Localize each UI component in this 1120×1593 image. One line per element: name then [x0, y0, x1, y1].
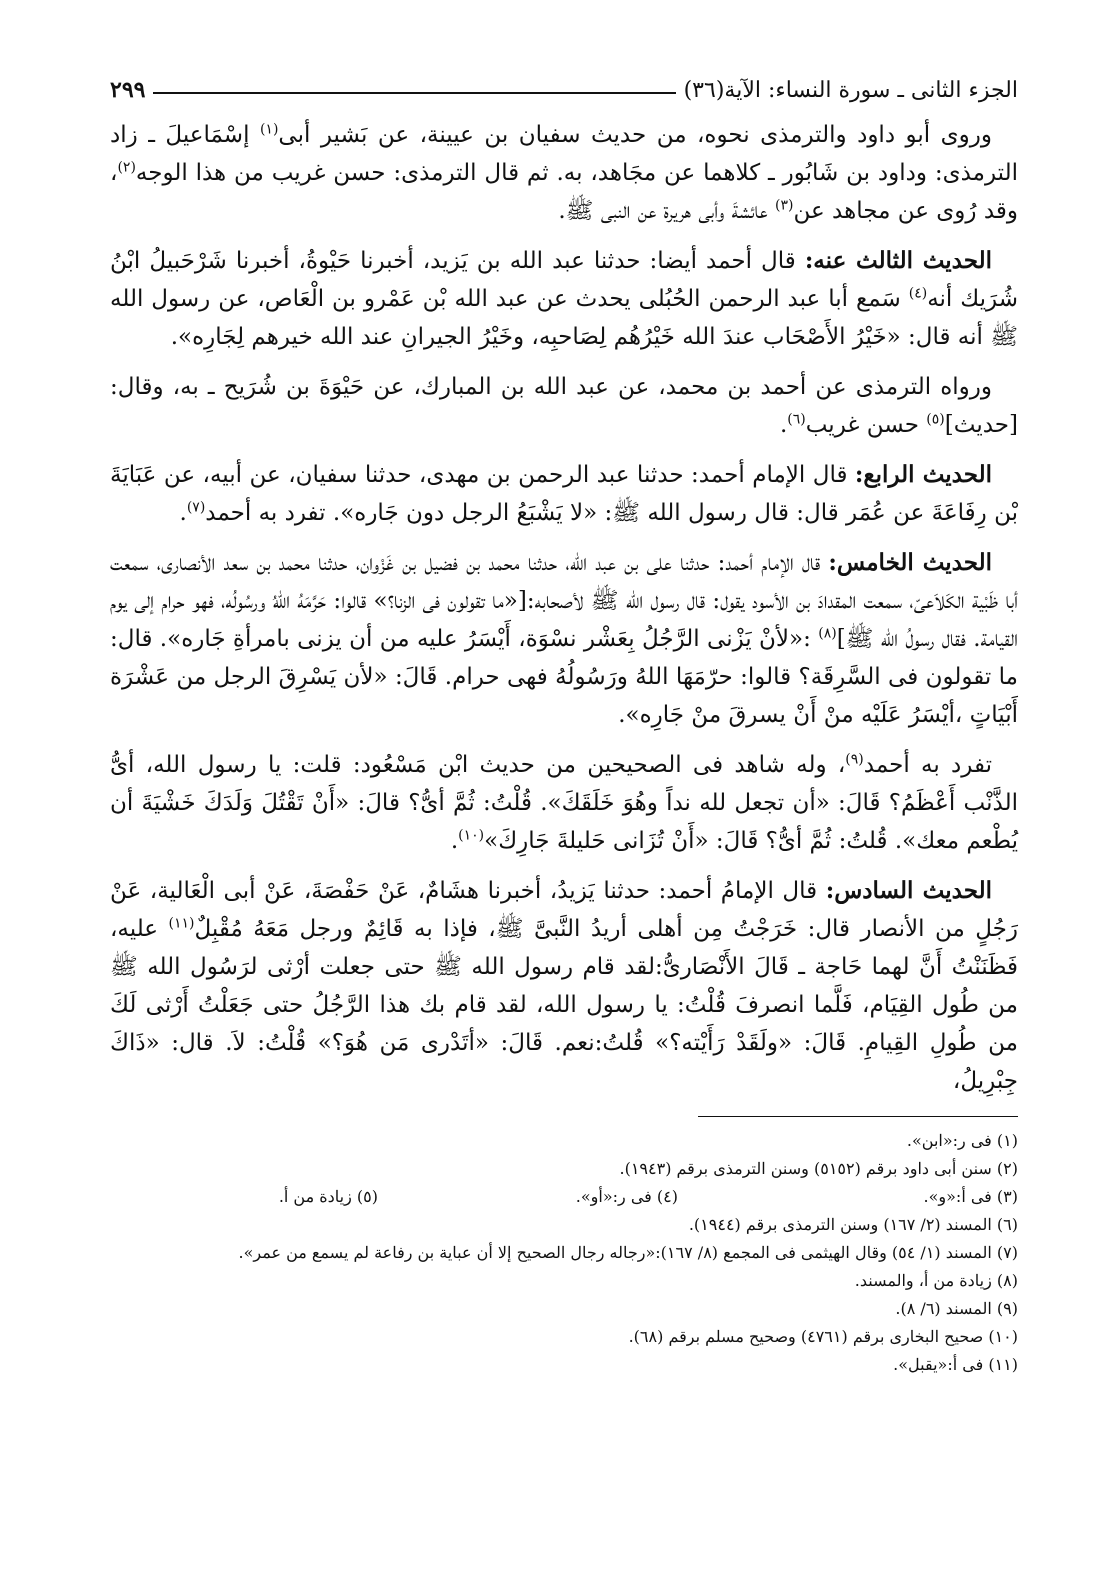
footnote-4: (٤) فى ر:«أو». [575, 1187, 678, 1206]
footnote-ref: (١١) [168, 915, 195, 932]
footnote-10: (١٠) صحيح البخارى برقم (٤٧٦١) وصحيح مسلم برقم (٦٨). [628, 1327, 1018, 1346]
footnote-ref: (٣) [775, 197, 794, 214]
footnote-3: (٣) فى أ:«و». [923, 1187, 1018, 1206]
footnote-ref: (٨) [818, 625, 837, 642]
paragraph-5: الحديث الخامس: قال الإمام أحمد: حدثنا على بن عبد الله، حدثنا محمد بن فضيل بن غَزْوان، حدثنا محمد بن سعد الأنصارى، سمعت أبا ظَبْية الكَلاَعىّ، سمعت المقدادَ بن الأسود يقول: قال رسول الله ﷺ لأصحابه:[«ما تقولون فى الزنا؟» قالوا: حَرَّمَهُ اللهُ ورسُولُه، فهو حرام إلى يوم القيامة. فقال رسولُ الله ﷺ]$^{(٨)}$ :«لأنْ يَزْنى الرَّجُلُ بِعَشْر نسْوَة، أَيْسَرُ عليه من أن يزنى بامرأةِ جَاره». قال: ما تقولون فى السَّرِقَة؟ قالوا: حرّمَهَا اللهُ ورَسُولُهُ فهى حرام. قَالَ: «لأن يَسْرِقَ الرجل من عَشْرَة أَبْيَاتٍ ،أيْسَرُ عَلَيْه منْ أَنْ يسرقَ منْ جَارِه». [110, 549, 1018, 728]
footnote-ref: (٤) [908, 285, 928, 302]
running-header [110, 70, 1018, 110]
footnote-separator [698, 1116, 1018, 1117]
header-title: الجزء الثانى ـ سورة النساء: الآية(٣٦) [683, 77, 1018, 103]
footnote-ref: (٦) [787, 411, 806, 428]
footnote-6: (٦) المسند (٢/ ١٦٧) وسنن الترمذى برقم (١٩٤٤). [688, 1215, 1018, 1234]
hadith-heading: الحديث الرابع: [854, 461, 992, 488]
footnote-7: (٧) المسند (١/ ٥٤) وقال الهيثمى فى المجمع (٨/ ١٦٧):«رجاله رجال الصحيح إلا أن عباية بن رفاعة لم يسمع من عمر». [238, 1243, 1018, 1262]
footnote-9: (٩) المسند (٦/ ٨). [895, 1299, 1018, 1318]
footnote-ref: (١) [259, 121, 279, 138]
footnote-ref: (٥) [926, 411, 945, 428]
footnote-ref: (٩) [845, 751, 864, 768]
header-rule [153, 92, 675, 94]
paragraph-7: الحديث السادس: قال الإمامُ أحمد: حدثنا يَزيدُ، أخبرنا هشَامٌ، عَنْ حَفْصَةَ، عَنْ أبى الْعَالية، عَنْ رَجُلٍ من الأنصار قال: خَرَجْتُ مِن أهلى أريدُ النَّبىَّ ﷺ، فإذا به قَائِمٌ ورجل مَعَهُ مُقْبِلٌ$^{(١١)}$ عليه، فَظَنَنْتُ أَنَّ لهما حَاجة ـ قَالَ الأَنْصَارىُّ:لقد قام رسول الله ﷺ حتى جعلت أرْثى لرَسُول الله ﷺ من طُول القِيَام، فَلَّما انصرفَ قُلْتُ: يا رسول الله، لقد قام بك هذا الرَّجُلُ حتى جَعَلْتُ أَرْثى لَكَ من طُولِ القِيامِ. قَالَ: «ولَقَدْ رَأَيْته؟» قُلتُ:نعم. قَالَ: «أتَدْرى مَن هُوَ؟» قُلْتُ: لاَ. قال: «ذَاكَ جِبْرِيلُ، [110, 877, 1018, 1094]
main-text [110, 116, 1018, 1100]
footnote-ref: (٧) [186, 499, 206, 516]
paragraph-4: الحديث الرابع: قال الإمام أحمد: حدثنا عبد الرحمن بن مهدى، حدثنا سفيان، عن أبيه، عن عَبَايَةَ بْن رِفَاعَةَ عن عُمَر قال: قال رسول الله ﷺ: «لا يَشْبَعُ الرجل دون جَاره». تفرد به أحمد$^{(٧)}$. [110, 461, 1018, 526]
footnote-row-3-5 [110, 1183, 1018, 1211]
page [110, 70, 1018, 1379]
hadith-heading: الحديث الخامس: [828, 549, 992, 576]
hadith-heading: الحديث الثالث عنه: [804, 247, 992, 274]
footnote-5: (٥) زيادة من أ. [278, 1187, 378, 1206]
paragraph-6: تفرد به أحمد$^{(٩)}$، وله شاهد فى الصحيحين من حديث ابْن مَسْعُود: قلت: يا رسول الله، أىُّ الذَّنْب أَعْظَمُ؟ قَالَ: «أن تجعل لله نداً وهُوَ خَلَقَكَ». قُلْتُ: ثُمَّ أىُّ؟ قالَ: «أَنْ تَقْتُلَ وَلَدَكَ خَشْيَةَ أن يُطْعم معك». قُلتُ: ثُمَّ أىُّ؟ قَالَ: «أَنْ تُزَانى حَليلةَ جَارِكَ»$^{(١٠)}$. [110, 751, 1018, 854]
footnotes [110, 1127, 1018, 1379]
hadith-heading: الحديث السادس: [825, 877, 992, 904]
footnote-2: (٢) سنن أبى داود برقم (٥١٥٢) وسنن الترمذى برقم (١٩٤٣). [619, 1159, 1018, 1178]
paragraph-2: الحديث الثالث عنه: قال أحمد أيضا: حدثنا عبد الله بن يَزيد، أخبرنا حَيْوةُ، أخبرنا شَرْحَبيلُ ابْنُ شُرَيك أنه$^{(٤)}$ سَمع أبا عبد الرحمن الحُبُلى يحدث عن عبد الله بْن عَمْرو بن الْعَاص، عن رسول الله ﷺ أنه قال: «خَيْرُ الأَصْحَاب عندَ الله خَيْرُهُم لِصَاحبِه، وخَيْرُ الجيرانِ عند الله خيرهم لِجَارِه». [110, 247, 1018, 350]
paragraph-1: وروى أبو داود والترمذى نحوه، من حديث سفيان بن عيينة، عن بَشير أبى$^{(١)}$ إسْمَاعيلَ ـ زاد الترمذى: وداود بن شَابُور ـ كلاهما عن مجَاهد، به. ثم قال الترمذى: حسن غريب من هذا الوجه$^{(٢)}$، وقد رُوى عن مجاهد عن$^{(٣)}$ عائشةَ وأبى هريرة عن النبى ﷺ. [110, 121, 1018, 224]
footnote-11: (١١) فى أ:«يقبل». [893, 1355, 1018, 1374]
footnote-1: (١) فى ر:«ابن». [906, 1131, 1018, 1150]
page-number: ٢٩٩ [110, 77, 146, 103]
footnote-8: (٨) زيادة من أ، والمسند. [854, 1271, 1018, 1290]
paragraph-3: ورواه الترمذى عن أحمد بن محمد، عن عبد الله بن المبارك، عن حَيْوَةَ بن شُرَيح ـ به، وقال: [حديث]$^{(٥)}$ حسن غريب$^{(٦)}$. [110, 374, 1018, 438]
footnote-ref: (٢) [117, 159, 136, 176]
footnote-ref: (١٠) [458, 827, 485, 844]
